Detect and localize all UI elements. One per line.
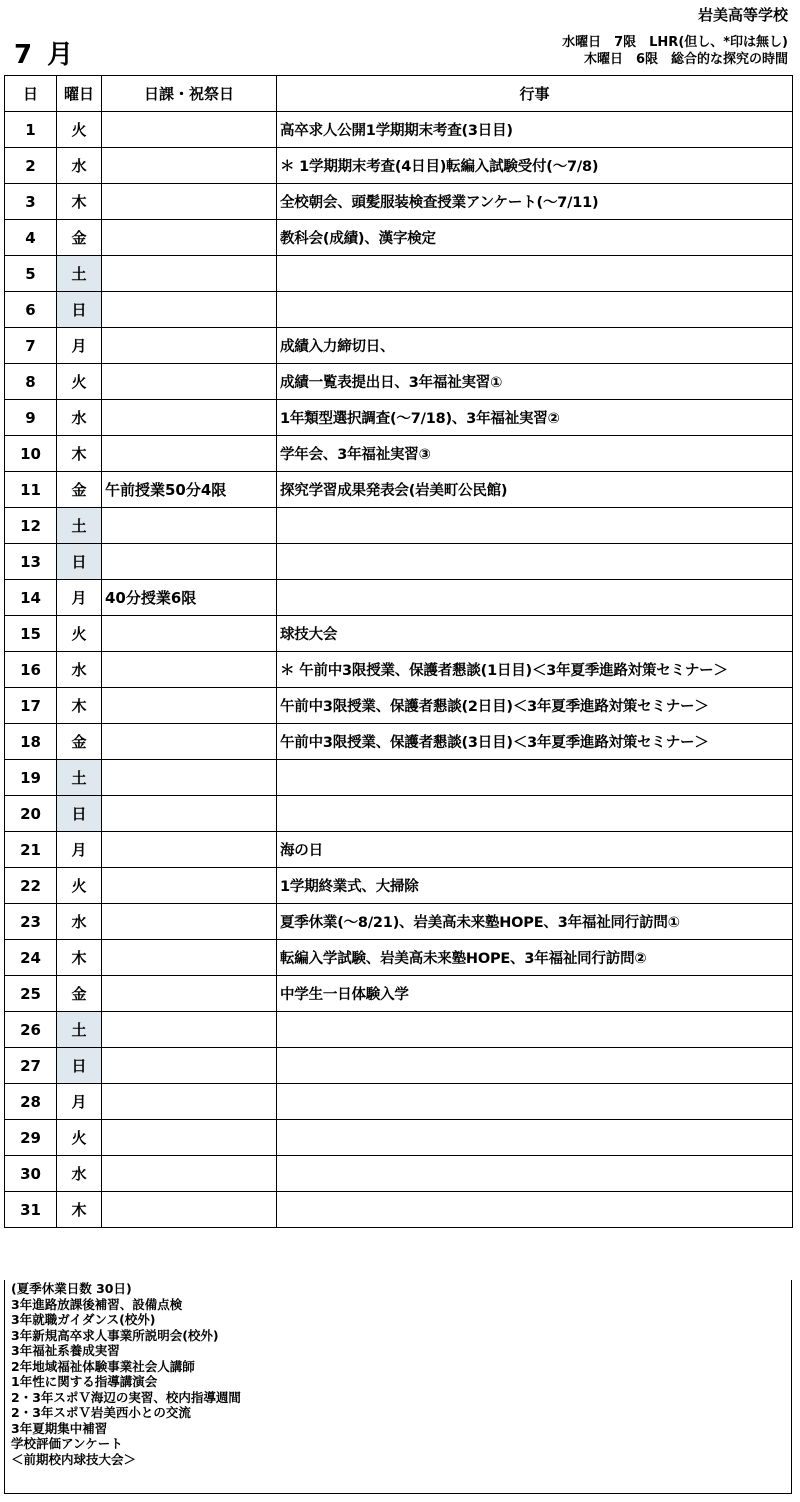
event-cell: 成績入力締切日、 — [277, 328, 793, 364]
weekday-cell: 土 — [57, 1012, 102, 1048]
day-cell: 3 — [5, 184, 57, 220]
weekday-cell: 水 — [57, 148, 102, 184]
schedule-cell — [102, 832, 277, 868]
note-thursday: 木曜日 6限 総合的な探究の時間 — [583, 52, 788, 67]
event-cell — [277, 256, 793, 292]
day-cell: 29 — [5, 1120, 57, 1156]
event-cell — [277, 544, 793, 580]
col-header-schedule: 日課・祝祭日 — [102, 76, 277, 112]
footer-note: 3年新規高卒求人事業所説明会(校外) — [11, 1327, 219, 1343]
table-row — [5, 328, 793, 364]
table-row — [5, 184, 793, 220]
event-cell: 転編入学試験、岩美高未来塾HOPE、3年福祉同行訪問② — [277, 940, 793, 976]
schedule-cell — [102, 1156, 277, 1192]
weekday-cell: 月 — [57, 832, 102, 868]
weekday-cell: 月 — [57, 580, 102, 616]
schedule-cell — [102, 220, 277, 256]
day-cell: 2 — [5, 148, 57, 184]
event-cell: 中学生一日体験入学 — [277, 976, 793, 1012]
weekday-cell: 土 — [57, 256, 102, 292]
event-cell: 1年類型選択調査(～7/18)、3年福祉実習② — [277, 400, 793, 436]
event-cell — [277, 580, 793, 616]
col-header-day: 日 — [5, 76, 57, 112]
footer-note: (夏季休業日数 30日) — [11, 1281, 132, 1296]
weekday-cell: 水 — [57, 1156, 102, 1192]
event-cell — [277, 1156, 793, 1192]
day-cell: 12 — [5, 508, 57, 544]
table-row — [5, 724, 793, 760]
weekday-cell: 土 — [57, 760, 102, 796]
event-cell — [277, 292, 793, 328]
calendar-table — [4, 75, 793, 1228]
weekday-cell: 日 — [57, 544, 102, 580]
table-row — [5, 976, 793, 1012]
event-cell: 球技大会 — [277, 616, 793, 652]
weekly-notes — [368, 34, 788, 68]
table-row — [5, 1120, 793, 1156]
table-row — [5, 760, 793, 796]
schedule-cell — [102, 328, 277, 364]
day-cell: 16 — [5, 652, 57, 688]
day-cell: 25 — [5, 976, 57, 1012]
day-cell: 7 — [5, 328, 57, 364]
footer-notes — [4, 1280, 792, 1494]
schedule-cell — [102, 544, 277, 580]
table-row — [5, 652, 793, 688]
schedule-cell — [102, 292, 277, 328]
event-cell — [277, 1084, 793, 1120]
weekday-cell: 水 — [57, 904, 102, 940]
day-cell: 24 — [5, 940, 57, 976]
event-cell — [277, 1048, 793, 1084]
schedule-cell: 40分授業6限 — [102, 580, 277, 616]
table-row — [5, 436, 793, 472]
day-cell: 17 — [5, 688, 57, 724]
weekday-cell: 火 — [57, 112, 102, 148]
schedule-cell — [102, 760, 277, 796]
day-cell: 26 — [5, 1012, 57, 1048]
schedule-cell — [102, 508, 277, 544]
table-row — [5, 292, 793, 328]
table-row — [5, 1048, 793, 1084]
weekday-cell: 日 — [57, 796, 102, 832]
table-row — [5, 832, 793, 868]
schedule-cell — [102, 256, 277, 292]
note-wednesday: 水曜日 7限 LHR(但し、*印は無し) — [562, 35, 788, 50]
weekday-cell: 水 — [57, 652, 102, 688]
day-cell: 6 — [5, 292, 57, 328]
table-row — [5, 904, 793, 940]
event-cell: 午前中3限授業、保護者懇談(2日目)＜3年夏季進路対策セミナー＞ — [277, 688, 793, 724]
day-cell: 31 — [5, 1192, 57, 1228]
month-label: 月 — [47, 40, 75, 70]
schedule-cell — [102, 904, 277, 940]
footer-note: 3年夏期集中補習 — [11, 1420, 108, 1436]
weekday-cell: 火 — [57, 364, 102, 400]
day-cell: 11 — [5, 472, 57, 508]
day-cell: 27 — [5, 1048, 57, 1084]
schedule-cell — [102, 1012, 277, 1048]
page-title — [14, 34, 74, 71]
event-cell: 海の日 — [277, 832, 793, 868]
schedule-cell: 午前授業50分4限 — [102, 472, 277, 508]
day-cell: 4 — [5, 220, 57, 256]
day-cell: 9 — [5, 400, 57, 436]
weekday-cell: 火 — [57, 1120, 102, 1156]
event-cell — [277, 1012, 793, 1048]
schedule-cell — [102, 724, 277, 760]
event-cell: 1学期終業式、大掃除 — [277, 868, 793, 904]
weekday-cell: 水 — [57, 400, 102, 436]
footer-note: 3年進路放課後補習、設備点検 — [11, 1296, 183, 1312]
schedule-cell — [102, 868, 277, 904]
weekday-cell: 月 — [57, 1084, 102, 1120]
schedule-cell — [102, 940, 277, 976]
col-header-dow: 曜日 — [57, 76, 102, 112]
event-cell: ＊ 1学期期末考査(4日目)転編入試験受付(～7/8) — [277, 148, 793, 184]
event-cell — [277, 1192, 793, 1228]
table-row — [5, 868, 793, 904]
footer-note: 3年就職ガイダンス(校外) — [11, 1312, 156, 1327]
footer-note: ＜前期校内球技大会＞ — [11, 1451, 137, 1467]
event-cell — [277, 1120, 793, 1156]
weekday-cell: 木 — [57, 940, 102, 976]
footer-note: 2年地域福祉体験事業社会人講師 — [11, 1358, 195, 1374]
weekday-cell: 金 — [57, 724, 102, 760]
weekday-cell: 木 — [57, 688, 102, 724]
weekday-cell: 金 — [57, 976, 102, 1012]
table-row — [5, 220, 793, 256]
schedule-cell — [102, 976, 277, 1012]
day-cell: 19 — [5, 760, 57, 796]
event-cell: 探究学習成果発表会(岩美町公民館) — [277, 472, 793, 508]
schedule-cell — [102, 616, 277, 652]
day-cell: 18 — [5, 724, 57, 760]
footer-note: 学校評価アンケート — [11, 1436, 123, 1451]
month-number: 7 — [14, 40, 34, 70]
day-cell: 5 — [5, 256, 57, 292]
footer-note: 2・3年スポＶ岩美西小との交流 — [11, 1405, 191, 1420]
day-cell: 13 — [5, 544, 57, 580]
footer-note: 3年福祉系養成実習 — [11, 1343, 120, 1358]
table-row — [5, 616, 793, 652]
schedule-cell — [102, 364, 277, 400]
weekday-cell: 木 — [57, 436, 102, 472]
footer-note: 1年性に関する指導講演会 — [11, 1374, 158, 1389]
schedule-cell — [102, 796, 277, 832]
table-row — [5, 400, 793, 436]
table-row — [5, 580, 793, 616]
event-cell: 午前中3限授業、保護者懇談(3日目)＜3年夏季進路対策セミナー＞ — [277, 724, 793, 760]
event-cell: 学年会、3年福祉実習③ — [277, 436, 793, 472]
day-cell: 28 — [5, 1084, 57, 1120]
weekday-cell: 木 — [57, 184, 102, 220]
schedule-cell — [102, 688, 277, 724]
event-cell — [277, 508, 793, 544]
schedule-cell — [102, 112, 277, 148]
school-name: 岩美高等学校 — [697, 6, 788, 24]
schedule-cell — [102, 1048, 277, 1084]
event-cell: 教科会(成績)、漢字検定 — [277, 220, 793, 256]
table-row — [5, 940, 793, 976]
day-cell: 20 — [5, 796, 57, 832]
event-cell: 成績一覧表提出日、3年福祉実習① — [277, 364, 793, 400]
day-cell: 30 — [5, 1156, 57, 1192]
weekday-cell: 月 — [57, 328, 102, 364]
event-cell: 全校朝会、頭髪服装検査授業アンケート(～7/11) — [277, 184, 793, 220]
day-cell: 15 — [5, 616, 57, 652]
weekday-cell: 木 — [57, 1192, 102, 1228]
col-header-event: 行事 — [277, 76, 793, 112]
table-row — [5, 688, 793, 724]
event-cell: ＊ 午前中3限授業、保護者懇談(1日目)＜3年夏季進路対策セミナー＞ — [277, 652, 793, 688]
schedule-cell — [102, 1084, 277, 1120]
table-row — [5, 544, 793, 580]
table-row — [5, 256, 793, 292]
weekday-cell: 日 — [57, 1048, 102, 1084]
day-cell: 23 — [5, 904, 57, 940]
day-cell: 22 — [5, 868, 57, 904]
schedule-cell — [102, 1192, 277, 1228]
footer-note: 2・3年スポＶ海辺の実習、校内指導週間 — [11, 1389, 241, 1405]
table-row — [5, 1156, 793, 1192]
table-row — [5, 364, 793, 400]
event-cell: 夏季休業(～8/21)、岩美高未来塾HOPE、3年福祉同行訪問① — [277, 904, 793, 940]
table-row — [5, 1192, 793, 1228]
table-row — [5, 148, 793, 184]
weekday-cell: 金 — [57, 220, 102, 256]
schedule-cell — [102, 436, 277, 472]
table-row — [5, 472, 793, 508]
table-row — [5, 796, 793, 832]
day-cell: 14 — [5, 580, 57, 616]
day-cell: 1 — [5, 112, 57, 148]
event-cell — [277, 796, 793, 832]
day-cell: 21 — [5, 832, 57, 868]
schedule-cell — [102, 184, 277, 220]
schedule-cell — [102, 1120, 277, 1156]
header-row — [5, 76, 793, 112]
schedule-cell — [102, 652, 277, 688]
weekday-cell: 土 — [57, 508, 102, 544]
event-cell: 高卒求人公開1学期期末考査(3日目) — [277, 112, 793, 148]
table-row — [5, 508, 793, 544]
day-cell: 10 — [5, 436, 57, 472]
table-row — [5, 112, 793, 148]
day-cell: 8 — [5, 364, 57, 400]
event-cell — [277, 760, 793, 796]
weekday-cell: 日 — [57, 292, 102, 328]
schedule-cell — [102, 400, 277, 436]
schedule-cell — [102, 148, 277, 184]
weekday-cell: 金 — [57, 472, 102, 508]
weekday-cell: 火 — [57, 868, 102, 904]
weekday-cell: 火 — [57, 616, 102, 652]
table-row — [5, 1012, 793, 1048]
table-row — [5, 1084, 793, 1120]
